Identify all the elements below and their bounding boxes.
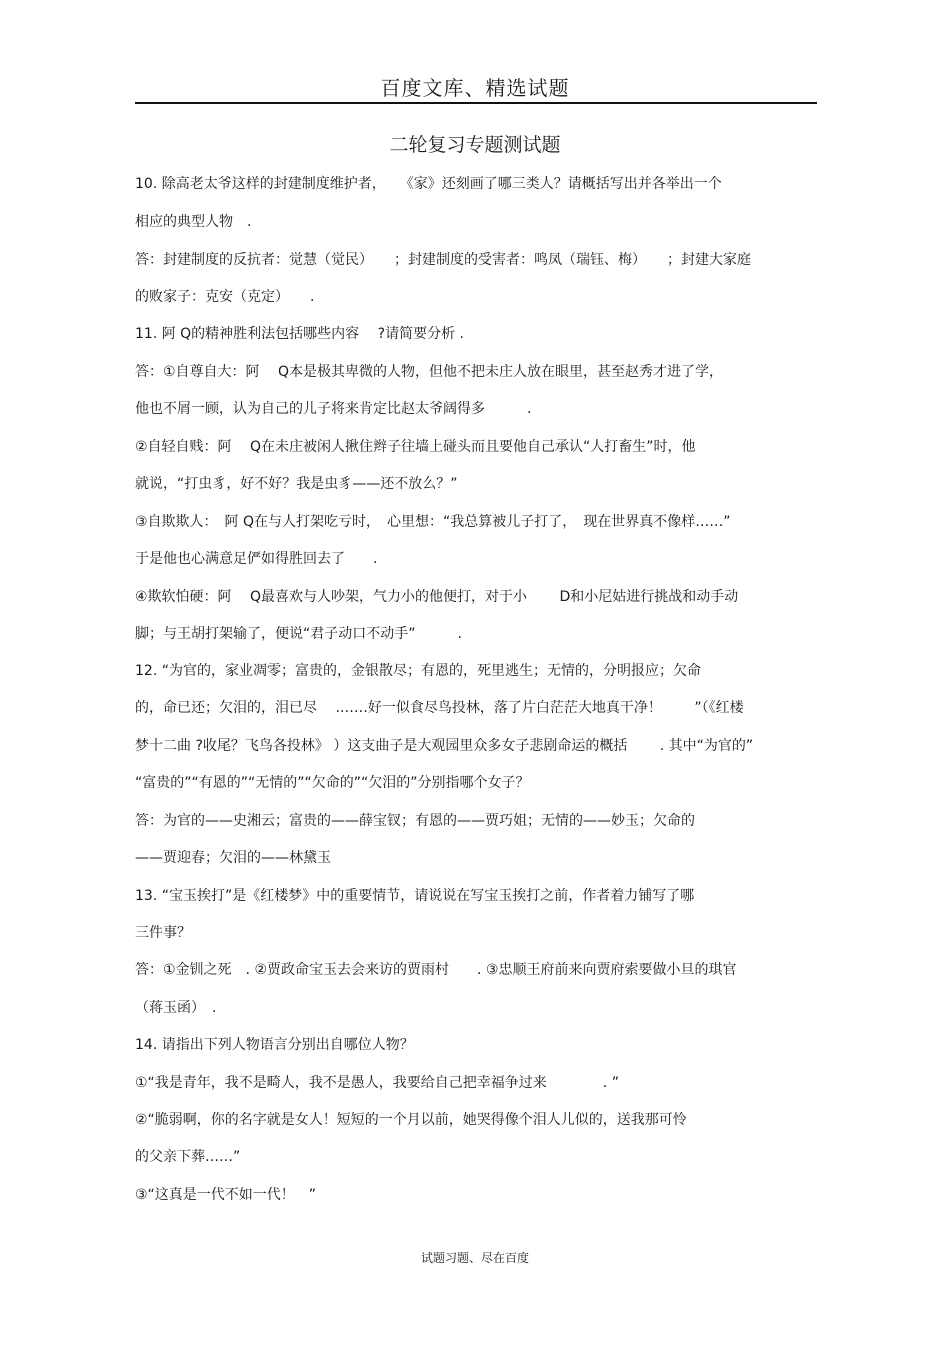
header-divider xyxy=(135,102,817,104)
text-line: 答：封建制度的反抗者：觉慧（觉民） ；封建制度的受害者：鸣凤（瑞钰、梅） ；封建大家庭 xyxy=(135,252,751,268)
page-footer: 试题习题、尽在百度 xyxy=(420,1251,529,1265)
text-line: 答：①自尊自大：阿 Q本是极其卑微的人物，但他不把未庄人放在眼里，甚至赵秀才进了学， xyxy=(135,364,724,380)
text-line: ②自轻自贱：阿 Q在未庄被闲人揪住辫子往墙上碰头而且要他自己承认“人打畜生”时，他 xyxy=(135,439,696,455)
text-line: 于是他也心满意足俨如得胜回去了 . xyxy=(135,551,378,567)
text-line: ②“脆弱啊，你的名字就是女人！短短的一个月以前，她哭得像个泪人儿似的，送我那可怜 xyxy=(135,1112,687,1128)
text-line: 的败家子：克安（克定） . xyxy=(135,289,315,305)
text-line: 就说，“打虫豸，好不好？我是虫豸——还不放么？” xyxy=(135,476,458,492)
text-line: “富贵的”“有恩的”“无情的”“欠命的”“欠泪的”分别指哪个女子？ xyxy=(135,775,530,791)
text-line: 12. “为官的，家业凋零；富贵的，金银散尽；有恩的，死里逃生；无情的，分明报应；欠命 xyxy=(135,663,701,679)
text-line: ③自欺欺人： 阿 Q在与人打架吃亏时， 心里想：“我总算被儿子打了， 现在世界真不像样……” xyxy=(135,514,731,530)
text-line: 相应的典型人物 . xyxy=(135,214,252,230)
document-title: 二轮复习专题测试题 xyxy=(389,134,561,156)
text-line: 的，命已还；欠泪的，泪已尽 .……好一似食尽鸟投林，落了片白茫茫大地真干净！ ”（《红楼 xyxy=(135,700,744,716)
text-line: （蒋玉函） . xyxy=(135,1000,217,1016)
text-line: 他也不屑一顾，认为自己的儿子将来肯定比赵太爷阔得多 . xyxy=(135,401,532,417)
header-title: 百度文库、精选试题 xyxy=(380,76,570,100)
text-line: 脚；与王胡打架输了，便说“君子动口不动手” . xyxy=(135,626,462,642)
text-line: 11. 阿 Q的精神胜利法包括哪些内容 ?请简要分析 . xyxy=(135,326,464,342)
text-line: ③“这真是一代不如一代！ ” xyxy=(135,1187,317,1203)
text-line: 梦十二曲 ?收尾？飞鸟各投林》 ）这支曲子是大观园里众多女子悲剧命运的概括 . 其中“为官的” xyxy=(135,738,754,754)
text-line: ④欺软怕硬：阿 Q最喜欢与人吵架，气力小的他便打，对于小 D和小尼姑进行挑战和动手动 xyxy=(135,589,739,605)
text-line: ①“我是青年，我不是畸人，我不是愚人，我要给自己把幸福争过来 . ” xyxy=(135,1075,619,1091)
text-line: ——贾迎春；欠泪的——林黛玉 xyxy=(135,850,331,866)
text-line: 13. “宝玉挨打”是《红楼梦》中的重要情节，请说说在写宝玉挨打之前，作者着力铺写了哪 xyxy=(135,888,695,904)
text-line: 答：①金钏之死 . ②贾政命宝玉去会来访的贾雨村 . ③忠顺王府前来向贾府索要做小旦的琪官 xyxy=(135,962,737,978)
text-line: 三件事？ xyxy=(135,925,191,941)
text-line: 的父亲下葬……” xyxy=(135,1149,241,1165)
text-line: 答：为官的——史湘云；富贵的——薛宝钗；有恩的——贾巧姐；无情的——妙玉；欠命的 xyxy=(135,813,695,829)
text-line: 10. 除高老太爷这样的封建制度维护者， 《家》还刻画了哪三类人？请概括写出并各举出一个 xyxy=(135,176,722,192)
text-line: 14. 请指出下列人物语言分别出自哪位人物？ xyxy=(135,1037,414,1053)
